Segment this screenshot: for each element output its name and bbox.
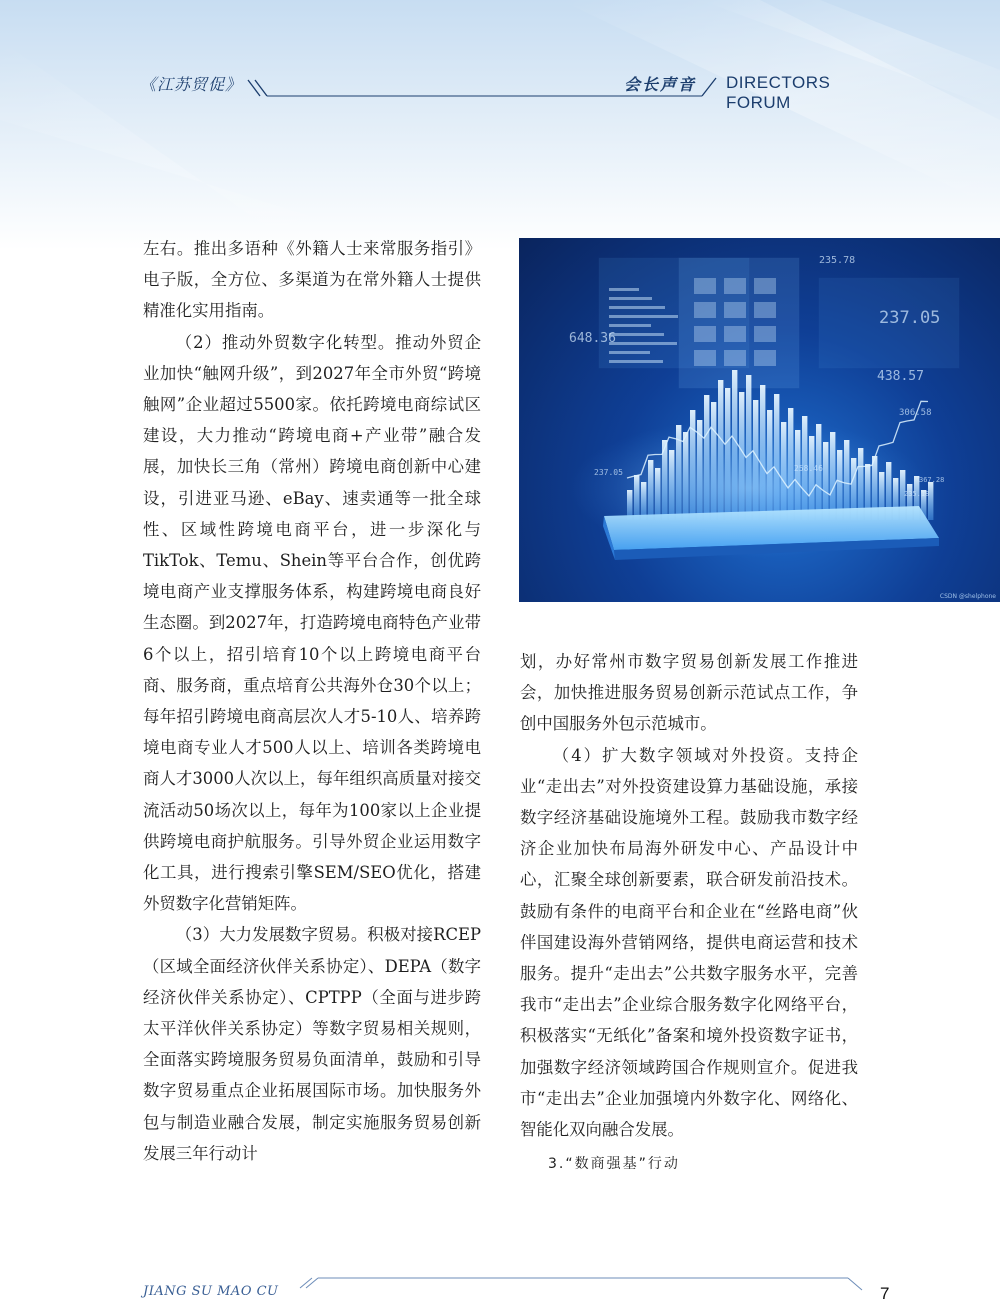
illustration-bar [655,468,660,520]
illustration-bar [648,460,653,520]
illustration-number-label: 438.57 [877,369,924,384]
illustration-bar [830,432,835,520]
illustration-key [754,350,776,366]
illustration-key [724,278,746,294]
illustration-bar [928,482,933,520]
page-footer [0,1270,1000,1311]
illustration-textline [609,288,639,291]
section-title-en: DIRECTORS FORUM [726,73,831,112]
illustration-number-label: 306.58 [899,408,932,418]
illustration-bar [634,475,639,520]
illustration-bar [732,370,737,520]
illustration-number-label: 648.36 [569,331,616,346]
footer-brand: JIANG SU MAO CU [143,1284,279,1299]
illustration-bar [746,375,751,520]
illustration-textline [609,315,678,318]
illustration-bar [844,440,849,520]
illustration-textline [609,333,664,336]
illustration-key [694,350,716,366]
illustration-key [694,326,716,342]
paragraph: （3）大力发展数字贸易。积极对接RCEP（区域全面经济伙伴关系协定）、DEPA（数字经济伙伴关系协定）、CPTPP（全面与进步跨太平洋伙伴关系协定）等数字贸易相关规则，全面落实跨境服务贸易负面清单，鼓励和引导数字贸易重点企业拓展国际市场。加快服务外包与制造业融合发展，制定实施服务贸易创新发展三年行动计 [143,925,481,1163]
digital-trade-illustration [519,238,1000,602]
header-light-rays [0,0,1000,250]
header-background [0,0,1000,250]
illustration-number-label: 235.18 [904,490,930,498]
illustration-bar [711,402,716,520]
illustration-textline [609,351,650,354]
illustration-bar [809,436,814,520]
illustration-key [754,278,776,294]
image-credit: CSDN @shelphone [939,593,996,600]
illustration-number-label: 237.05 [594,468,623,477]
illustration-number-label: 235.78 [819,255,856,266]
paragraph: （2）推动外贸数字化转型。推动外贸企业加快“触网升级”，到2027年全市外贸“跨境触网”企业超过5500家。依托跨境电商综试区建设，大力推动“跨境电商+产业带”融合发展，加快长三角（常州）跨境电商创新中心建设，引进亚马逊、eBay、速卖通等一批全球性、区域性跨境电商平台，进一步深化与TikTok、Temu、Shein等平台合作，创优跨境电商产业支撑服务体系，构建跨境电商良好生态圈。到2027年，打造跨境电商特色产业带6个以上，招引培育10个以上跨境电商平台商、服务商，重点培育公共海外仓30个以上；每年招引跨境电商高层次人才5-10人、培养跨境电商专业人才500人以上、培训各类跨境电商人才3000人次以上，每年组织高质量对接交流活动50场次以上，每年为100家以上企业提供跨境电商护航服务。引导外贸企业运用数字化工具，进行搜索引擎SEM/SEO优化，搭建外贸数字化营销矩阵。 [143,332,481,914]
section-subheading: 3.“数商强基”行动 [548,1156,680,1173]
illustration-bar [760,385,765,520]
illustration-graphic [519,238,1000,602]
illustration-bar [795,430,800,520]
illustration-bar [718,380,723,520]
paragraph: 左右。推出多语种《外籍人士来常服务指引》电子版，全方位、多渠道为在常外籍人士提供精准化实用指南。 [143,239,481,321]
illustration-bar [739,392,744,520]
illustration-bar [641,482,646,520]
illustration-textline [609,306,665,309]
left-column [143,233,481,1169]
illustration-bar [774,394,779,520]
illustration-key [754,302,776,318]
illustration-bar [683,432,688,520]
paragraph: 划，办好常州市数字贸易创新发展工作推进会，加快推进服务贸易创新示范试点工作，争创中国服务外包示范城市。 [520,652,858,734]
illustration-bar [669,450,674,520]
illustration-bar [767,410,772,520]
page-header [140,68,900,112]
illustration-number-label: 367.28 [919,476,945,484]
illustration-key [724,302,746,318]
right-column [520,646,858,1180]
illustration-key [694,302,716,318]
illustration-key [694,278,716,294]
paragraph: （4）扩大数字领域对外投资。支持企业“走出去”对外投资建设算力基础设施，承接数字经济基础设施境外工程。鼓励我市数字经济企业加快布局海外研发中心、产品设计中心，汇聚全球创新要素，联合研发前沿技术。鼓励有条件的电商平台和企业在“丝路电商”伙伴国建设海外营销网络，提供电商运营和技术服务。提升“走出去”公共数字服务水平，完善我市“走出去”企业综合服务数字化网络平台，积极落实“无纸化”备案和境外投资数字证书，加强数字经济领域跨国合作规则宣介。促进我市“走出去”企业加强境内外数字化、网络化、智能化双向融合发展。 [520,745,858,1140]
illustration-bar [788,408,793,520]
illustration-bar [690,410,695,520]
illustration-textline [609,297,652,300]
illustration-textline [609,324,651,327]
illustration-textline [609,360,663,363]
journal-name: 《江苏贸促》 [140,75,243,94]
illustration-key [724,350,746,366]
illustration-number-label: 237.05 [879,308,941,328]
section-title: 会长声音 [624,75,697,94]
illustration-number-label: 258.46 [794,464,823,473]
illustration-key [724,326,746,342]
illustration-bar [753,400,758,520]
illustration-bar [704,395,709,520]
illustration-bar [781,422,786,520]
illustration-key [754,326,776,342]
illustration-bar [725,388,730,520]
page-number: 7 [880,1284,890,1303]
illustration-bar [823,442,828,520]
illustration-textline [609,342,677,345]
